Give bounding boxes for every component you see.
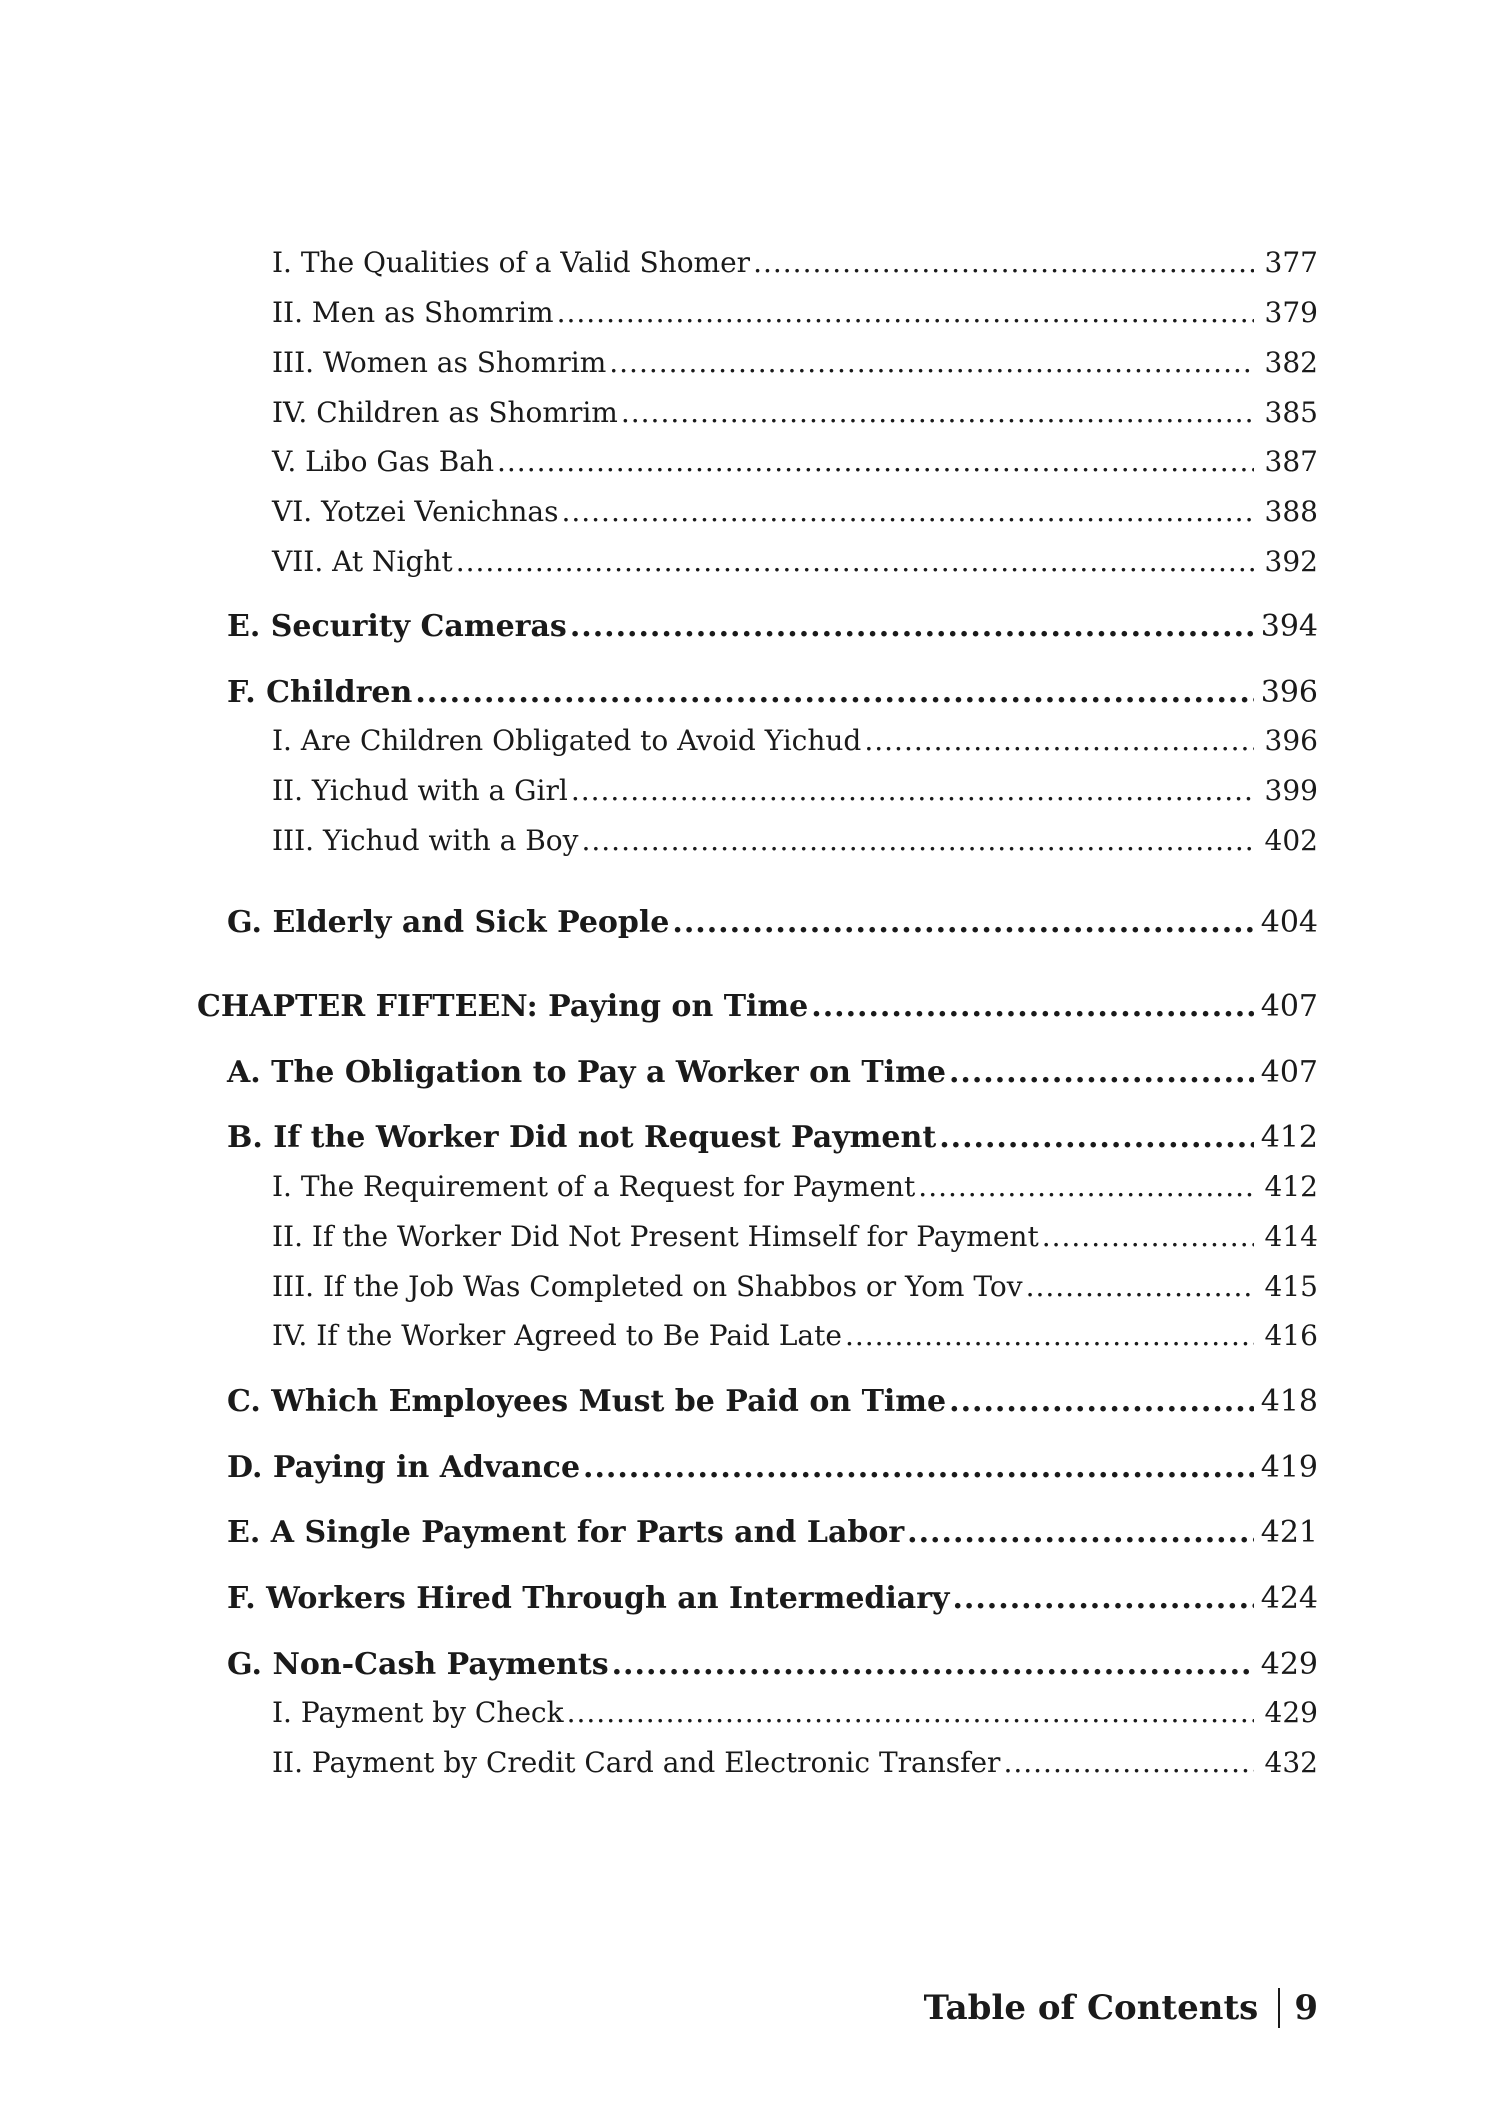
toc-entry[interactable] <box>227 675 1318 710</box>
toc-entry-page: 412 <box>1260 1120 1318 1155</box>
toc-entry-page: 429 <box>1264 1696 1318 1729</box>
toc-leader-dots <box>567 1696 1254 1729</box>
footer-divider <box>1278 1988 1280 2028</box>
toc-leader-dots <box>570 609 1254 644</box>
toc-entry[interactable] <box>227 1055 1318 1090</box>
page-footer <box>924 1988 1318 2028</box>
toc-entry-page: 396 <box>1264 724 1318 757</box>
toc-entry[interactable] <box>227 609 1318 644</box>
toc-leader-dots <box>612 1647 1254 1682</box>
toc-entry[interactable] <box>272 724 1318 757</box>
toc-entry-title: I. Are Children Obligated to Avoid Yichud <box>272 724 862 757</box>
toc-leader-dots <box>1003 1746 1254 1779</box>
toc-entry-title: A. The Obligation to Pay a Worker on Time <box>227 1055 946 1090</box>
toc-entry[interactable] <box>227 1384 1318 1419</box>
toc-entry-page: 414 <box>1264 1220 1318 1253</box>
toc-leader-dots <box>581 824 1254 857</box>
toc-leader-dots <box>949 1384 1254 1419</box>
toc-entry[interactable] <box>272 824 1318 857</box>
toc-entry-title: VII. At Night <box>272 545 453 578</box>
toc-entry[interactable] <box>272 1319 1318 1352</box>
toc-entry[interactable] <box>272 1170 1318 1203</box>
toc-entry-page: 432 <box>1264 1746 1318 1779</box>
toc-leader-dots <box>952 1581 1254 1616</box>
toc-entry-page: 402 <box>1264 824 1318 857</box>
toc-leader-dots <box>1042 1220 1254 1253</box>
toc-entry[interactable] <box>227 1120 1318 1155</box>
toc-entry-page: 385 <box>1264 396 1318 429</box>
toc-entry[interactable] <box>227 1647 1318 1682</box>
toc-leader-dots <box>845 1319 1254 1352</box>
toc-leader-dots <box>949 1055 1254 1090</box>
toc-entry-title: CHAPTER FIFTEEN: Paying on Time <box>197 989 809 1024</box>
toc-entry-page: 394 <box>1260 609 1318 644</box>
toc-entry-title: III. If the Job Was Completed on Shabbos or Yom Tov <box>272 1270 1023 1303</box>
toc-entry[interactable] <box>272 1746 1318 1779</box>
toc-entry-title: II. Men as Shomrim <box>272 296 554 329</box>
toc-entry-title: II. Payment by Credit Card and Electronic Transfer <box>272 1746 1001 1779</box>
toc-entry[interactable] <box>272 1270 1318 1303</box>
toc-entry[interactable] <box>272 495 1318 528</box>
toc-entry[interactable] <box>272 246 1318 279</box>
toc-entry-title: I. The Qualities of a Valid Shomer <box>272 246 751 279</box>
toc-entry-title: G. Elderly and Sick People <box>227 905 670 940</box>
toc-leader-dots <box>907 1515 1254 1550</box>
toc-entry[interactable] <box>272 445 1318 478</box>
toc-entry-page: 415 <box>1264 1270 1318 1303</box>
toc-entry-page: 412 <box>1264 1170 1318 1203</box>
toc-leader-dots <box>864 724 1254 757</box>
toc-entry[interactable] <box>227 905 1318 940</box>
toc-entry-title: V. Libo Gas Bah <box>272 445 494 478</box>
toc-entry-page: 392 <box>1264 545 1318 578</box>
toc-leader-dots <box>811 989 1254 1024</box>
toc-entry-title: I. Payment by Check <box>272 1696 564 1729</box>
toc-leader-dots <box>571 774 1254 807</box>
toc-leader-dots <box>621 396 1254 429</box>
toc-entry-page: 377 <box>1264 246 1318 279</box>
toc-entry[interactable] <box>197 989 1318 1024</box>
toc-leader-dots <box>557 296 1254 329</box>
page-number: 9 <box>1294 1988 1318 2028</box>
toc-entry-title: E. A Single Payment for Parts and Labor <box>227 1515 905 1550</box>
toc-entry-page: 404 <box>1260 905 1318 940</box>
toc-entry-title: D. Paying in Advance <box>227 1450 581 1485</box>
toc-entry-title: III. Yichud with a Boy <box>272 824 579 857</box>
toc-entry[interactable] <box>227 1581 1318 1616</box>
toc-entry[interactable] <box>272 1220 1318 1253</box>
toc-entry-title: III. Women as Shomrim <box>272 346 607 379</box>
toc-entry[interactable] <box>272 774 1318 807</box>
toc-entry-title: C. Which Employees Must be Paid on Time <box>227 1384 947 1419</box>
toc-leader-dots <box>609 346 1254 379</box>
toc-leader-dots <box>672 905 1254 940</box>
toc-entry-title: II. If the Worker Did Not Present Himself for Payment <box>272 1220 1039 1253</box>
toc-entry-page: 418 <box>1260 1384 1318 1419</box>
toc-entry[interactable] <box>272 1696 1318 1729</box>
toc-entry-page: 419 <box>1260 1450 1318 1485</box>
toc-entry-page: 407 <box>1260 1055 1318 1090</box>
toc-entry-page: 421 <box>1260 1515 1318 1550</box>
toc-entry-page: 416 <box>1264 1319 1318 1352</box>
toc-entry[interactable] <box>272 545 1318 578</box>
toc-entry-title: E. Security Cameras <box>227 609 567 644</box>
toc-leader-dots <box>497 445 1254 478</box>
toc-leader-dots <box>1026 1270 1254 1303</box>
toc-entry-title: IV. Children as Shomrim <box>272 396 618 429</box>
toc-leader-dots <box>939 1120 1254 1155</box>
toc-leader-dots <box>561 495 1254 528</box>
toc-entry-page: 429 <box>1260 1647 1318 1682</box>
toc-entry-page: 387 <box>1264 445 1318 478</box>
toc-entry-title: G. Non-Cash Payments <box>227 1647 609 1682</box>
toc-entry-title: II. Yichud with a Girl <box>272 774 568 807</box>
toc-entry-page: 382 <box>1264 346 1318 379</box>
toc-entry-title: B. If the Worker Did not Request Payment <box>227 1120 937 1155</box>
toc-entry-title: I. The Requirement of a Request for Payment <box>272 1170 916 1203</box>
toc-entry-page: 399 <box>1264 774 1318 807</box>
toc-entry[interactable] <box>272 296 1318 329</box>
toc-entry[interactable] <box>227 1515 1318 1550</box>
toc-leader-dots <box>583 1450 1254 1485</box>
toc-entry-page: 379 <box>1264 296 1318 329</box>
toc-leader-dots <box>918 1170 1254 1203</box>
toc-entry[interactable] <box>272 396 1318 429</box>
toc-entry-page: 424 <box>1260 1581 1318 1616</box>
toc-entry-title: VI. Yotzei Venichnas <box>272 495 559 528</box>
toc-entry-title: F. Workers Hired Through an Intermediary <box>227 1581 950 1616</box>
toc-entry[interactable] <box>227 1450 1318 1485</box>
toc-leader-dots <box>456 545 1254 578</box>
toc-entry-title: IV. If the Worker Agreed to Be Paid Late <box>272 1319 842 1352</box>
toc-entry[interactable] <box>272 346 1318 379</box>
running-header-title: Table of Contents <box>923 1988 1259 2028</box>
toc-leader-dots <box>753 246 1254 279</box>
toc-entry-page: 388 <box>1264 495 1318 528</box>
toc-entry-page: 407 <box>1260 989 1318 1024</box>
toc-entry-page: 396 <box>1260 675 1318 710</box>
toc-entry-title: F. Children <box>227 675 413 710</box>
toc-leader-dots <box>415 675 1254 710</box>
